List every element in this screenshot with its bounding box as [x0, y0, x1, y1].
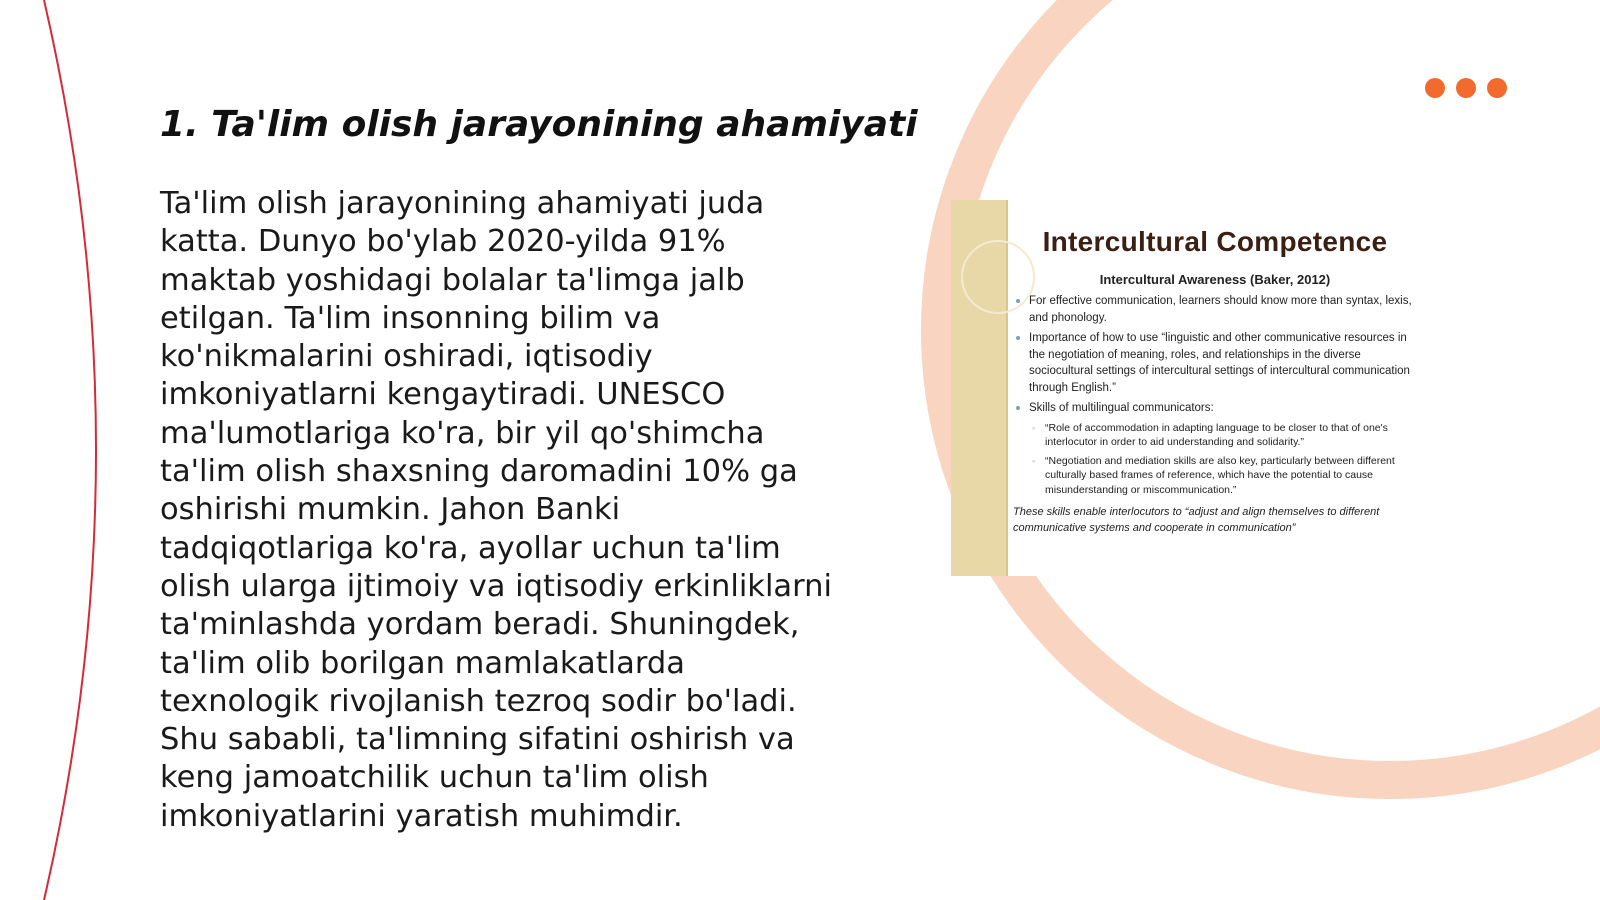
body-paragraph: Ta'lim olish jarayonining ahamiyati juda katta. Dunyo bo'ylab 2020-yilda 91% maktab yoshidagi bolalar ta'limga jalb etilgan. Ta'lim insonning bilim va ko'nikmalarini oshiradi, iqtisodiy imkoniyatlarni kengaytiradi. UNESCO ma'lumotlariga ko'ra, bir yil qo'shimcha ta'lim olish shaxsning daromadini 10% ga oshirishi mumkin. Jahon Banki tadqiqotlariga ko'ra, ayollar uchun ta'lim olish ularga ijtimoiy va iqtisodiy erkinliklarni ta'minlashda yordam beradi. Shuningdek, ta'lim olib borilgan mamlakatlarda texnologik rivojlanish tezroq sodir bo'ladi. Shu sababli, ta'limning sifatini oshirish va keng jamoatchilik uchun ta'lim olish imkoniyatlarini yaratish muhimdir. [160, 186, 832, 834]
embedded-bullet-list [1013, 293, 1417, 497]
dot-1 [1425, 78, 1445, 98]
slide-side-band [951, 200, 1008, 576]
embedded-sub-bullet: ◦ “Negotiation and mediation skills are also key, particularly between different culturally based frames of reference, which have the potential to cause misunderstanding or miscommunication.” [1029, 454, 1417, 498]
more-dots-icon[interactable] [1425, 78, 1507, 98]
embedded-bullet: Importance of how to use “linguistic and other communicative resources in the negotiation of meaning, roles, and relationships in the diverse sociocultural settings of intercultural settings of intercultural communication through English.” [1013, 330, 1417, 396]
embedded-slide-image [951, 200, 1421, 576]
left-red-curve [44, 0, 96, 900]
dot-2 [1456, 78, 1476, 98]
embedded-sub-list [1029, 421, 1417, 498]
embedded-bullet-text: Skills of multilingual communicators: [1029, 402, 1214, 414]
embedded-bullet [1013, 400, 1417, 497]
embedded-bullet: For effective communication, learners should know more than syntax, lexis, and phonology. [1013, 293, 1417, 326]
embedded-slide-note: These skills enable interlocutors to “adjust and align themselves to different communicative systems and cooperate in communication” [1013, 506, 1380, 534]
slide-title: 1. Ta'lim olish jarayonining ahamiyati [160, 104, 918, 145]
embedded-slide-title: Intercultural Competence [1042, 226, 1388, 257]
embedded-sub-bullet: ◦ “Role of accommodation in adapting language to be closer to that of one's interlocutor in order to aid understanding and solidarity.” [1029, 421, 1417, 450]
dot-3 [1487, 78, 1507, 98]
embedded-slide-content [1013, 226, 1417, 536]
embedded-slide-subtitle: Intercultural Awareness (Baker, 2012) [1099, 272, 1331, 287]
